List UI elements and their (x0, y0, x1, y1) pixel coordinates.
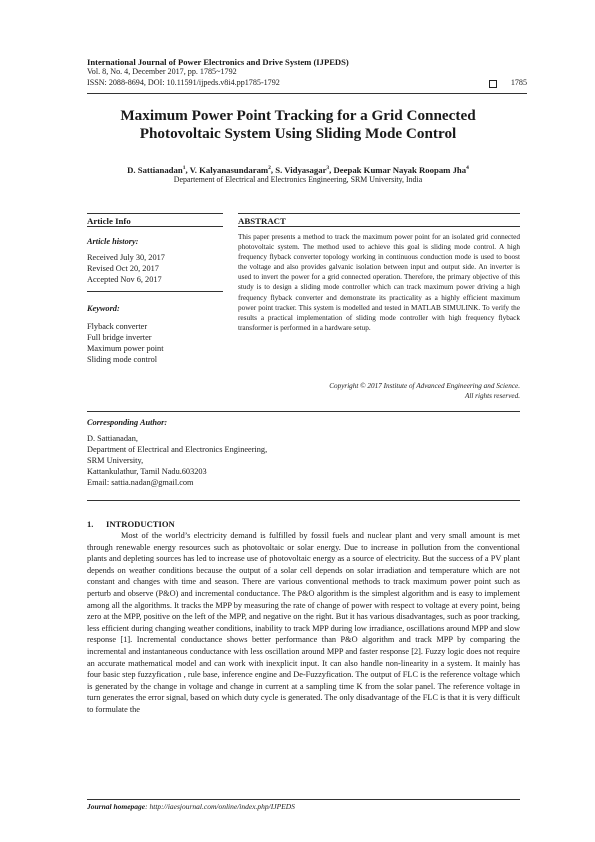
author-affiliation-mark: 4 (466, 165, 469, 171)
article-info-heading-rule (87, 226, 223, 227)
author-affiliation-mark: 2 (268, 165, 271, 171)
author-affiliation-mark: 3 (326, 165, 330, 171)
author-list: D. Sattianadan$^1$, V. Kalyanasundaram$^2$, S. Vidyasagar$^3$, Deepak Kumar Nayak Roopam Jha$^4$ (127, 164, 469, 175)
copyright-notice (238, 381, 520, 401)
corr-name: D. Sattianadan, (87, 434, 138, 443)
title-line-1: Maximum Power Point Tracking for a Grid Connected (120, 107, 476, 124)
article-info-top-rule (87, 213, 223, 214)
journal-name: International Journal of Power Electronics and Drive System (IJPEDS) (87, 57, 349, 67)
affiliation: Departement of Electrical and Electronics Engineering, SRM University, India (173, 175, 423, 184)
header-divider (87, 93, 527, 94)
author-name: D. Sattianadan (127, 164, 183, 175)
title-line-2: Photovoltaic System Using Sliding Mode Control (139, 124, 457, 142)
abstract-heading: ABSTRACT (238, 216, 286, 226)
history-accepted: Accepted Nov 6, 2017 (87, 275, 162, 284)
corr-address: Kattankulathur, Tamil Nadu.603203 (87, 467, 207, 476)
section-heading-introduction (87, 519, 175, 529)
issn-doi: ISSN: 2088-8694, DOI: 10.11591/ijpeds.v8i4.pp1785-1792 (87, 77, 280, 87)
keyword-item: Sliding mode control (87, 355, 158, 364)
footer-divider (87, 799, 520, 800)
author-name: S. Vidyasagar (275, 164, 327, 175)
keywords-label: Keyword: (87, 304, 120, 313)
author-name: Deepak Kumar Nayak Roopam Jha (333, 164, 467, 175)
volume-info: Vol. 8, No. 4, December 2017, pp. 1785~1792 (87, 67, 237, 77)
issn-row (87, 78, 527, 88)
keyword-item: Full bridge inverter (87, 333, 152, 342)
section-title: INTRODUCTION (106, 519, 175, 529)
journal-header (87, 57, 527, 88)
abstract-heading-rule (238, 226, 520, 227)
copyright-line-1: Copyright © 2017 Institute of Advanced Engineering and Science. (329, 382, 520, 390)
corresponding-author-details (87, 433, 387, 488)
info-section-bottom-rule (87, 411, 520, 412)
article-info-heading: Article Info (87, 216, 131, 226)
introduction-paragraph: Most of the world’s electricity demand is fulfilled by fossil fuels and nuclear plant and very small amount is met through renewable energy resources such as photovoltaic or solar energy. Due to increase in pollution from the conventional plants and depleting sources has led to increase use of photovoltaic energy as a source of electricity. But the success of a PV plant depends on weather conditions because the output of a solar cell depends on solar irradiation and temperature which are not constant and changes with time and season. There are various conventional methods to track maximum power point such as perturb and observe (P&O) and incremental conductance. The P&O algorithm is the simplest algorithm and is easy to implement among all the algorithms. It tracks the MPP by measuring the rate of change of power with respect to voltage at every point, being zero at the MPP, positive on the left of the MPP, and negative on the right. But it has various disadvantages, such as poor tracking, less efficient during changing weather conditions, inability to track MPP during low irradiance, oscillations around MPP and slow response [1]. Incremental conductance shows better performance than P&O algorithm and track MPP by comparing the incremental and instantaneous conductance with less oscillation around MPP and faster response [2]. Fuzzy logic does not require an accurate mathematical model and can work with inexplicit input. It can also handle non-linearity in a system. It mainly has four basic step fuzzyfication , rule base, inference engine and De-Fuzzyfication. The output of FLC is the reference voltage which is generated by the change in voltage and change in current at a sampling time K from the solar panel. The reference voltage in turn generates the error signal, based on which duty cycle is generated. The only disadvantage of the FLC is that it is very difficult to formulate the (87, 531, 520, 714)
author-affiliation-mark: 1 (182, 165, 186, 171)
journal-homepage-label: Journal homepage (87, 802, 146, 811)
keyword-divider (87, 291, 223, 292)
keyword-item: Maximum power point (87, 344, 164, 353)
corr-department: Department of Electrical and Electronics Engineering, (87, 445, 268, 454)
keyword-item: Flyback converter (87, 322, 148, 331)
history-received: Received July 30, 2017 (87, 253, 165, 262)
copyright-line-2: All rights reserved. (464, 392, 520, 400)
journal-homepage-link[interactable]: : http://iaesjournal.com/online/index.php/IJPEDS (145, 802, 295, 811)
keywords-list (87, 321, 164, 365)
square-icon (489, 80, 497, 88)
article-history-label: Article history: (87, 237, 139, 246)
section-number: 1. (87, 519, 94, 529)
abstract-top-rule (238, 213, 520, 214)
corresponding-bottom-rule (87, 500, 520, 501)
page-number: 1785 (510, 77, 527, 87)
article-history-list (87, 252, 165, 285)
corr-university: SRM University, (87, 456, 144, 465)
journal-homepage (87, 802, 295, 811)
corr-email[interactable]: Email: sattia.nadan@gmail.com (87, 478, 194, 487)
history-revised: Revised Oct 20, 2017 (87, 264, 159, 273)
paper-title (87, 107, 509, 142)
author-name: V. Kalyanasundaram (189, 164, 269, 175)
abstract-body: This paper presents a method to track the maximum power point for an isolated grid connected photovoltaic system. The method used to achieve this goal is sliding mode control. A high frequency flyback converter topology working in continuous conduction mode is used to boost the voltage and also provides galvanic isolation between input and output side. An inverter is used to invert the power for a grid connected operation. Therefore, the primary objective of this study is to design a sliding mode controller which can track maximum power driving a high frequency flyback converter and demonstrate its practicality as a highly efficient maximum power point tracker. This system is modelled and tested in MATLAB SIMULINK. To verify the results a practical implementation of sliding mode controller with high frequency flyback transformer is performed in a hardware setup. (238, 233, 520, 332)
corresponding-author-label: Corresponding Author: (87, 418, 168, 427)
